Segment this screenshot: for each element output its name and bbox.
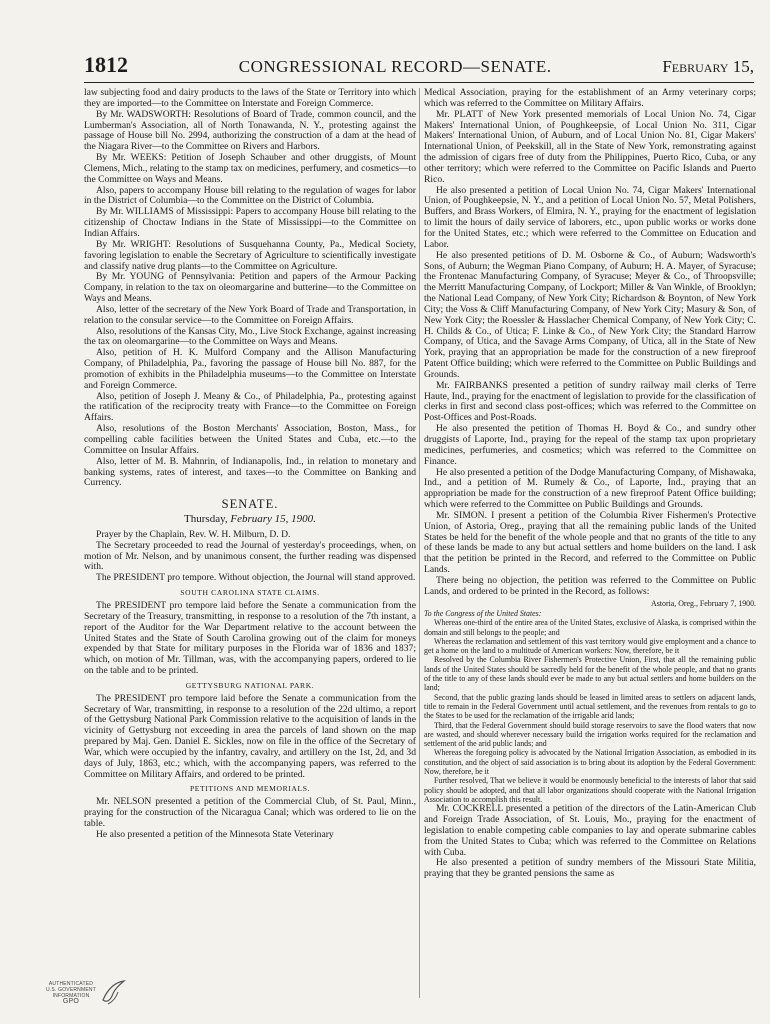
paragraph: By Mr. WADSWORTH: Resolutions of Board of Trade, common council, and the Lumberman's Association, all of North Tonawanda, N. Y., protesting against the passage of House bill No. 2994, authorizing the construction of a dam at the head of the Niagara River—to the Committee on Rivers and Harbors.: [84, 108, 416, 153]
paragraph: He also presented a petition of sundry members of the Missouri State Militia, praying that they be granted pensions the same as: [424, 857, 756, 880]
record-title: CONGRESSIONAL RECORD—SENATE.: [238, 57, 552, 76]
resolution-place-date: Astoria, Oreg., February 7, 1900.: [651, 598, 756, 608]
paragraph: Prayer by the Chaplain, Rev. W. H. Milburn, D. D.: [96, 528, 291, 540]
senate-heading: SENATE.: [221, 497, 279, 512]
paragraph: He also presented a petition of Local Union No. 74, Cigar Makers' International Union, of Poughkeepsie, N. Y., and a petition of Local Union No. 57, Metal Polishers, Buffers, and Brass Workers, of Elmira, N. Y., praying for the enactment of legislation to limit the hours of daily service of laborers, etc., upon public works or works done for the United States, etc.; which were referred to the Committee on Education and Labor.: [424, 184, 756, 250]
header-rule: [84, 82, 754, 83]
paragraph: law subjecting food and dairy products to the laws of the State or Territory into which they are imported—to the Committee on Interstate and Foreign Commerce.: [84, 88, 416, 109]
resolution-clause: Resolved by the Columbia River Fishermen's Protective Union, First, that all the remaining public lands of the United States should be sacredly held for the benefit of the whole people, and that no grants of the title to any of these lands should ever be made to any but actual settlers and home builders on the land;: [424, 655, 756, 693]
column-divider: [419, 88, 420, 998]
paragraph: The PRESIDENT pro tempore laid before the Senate a communication from the Secretary of War, transmitting, in response to a resolution of the 22d ultimo, a report of the Gettysburg National Park Commission relative to the acquisition of lands in the vicinity of Gettysburg not exceeding in area the parcels of land shown on the map prepared by Maj. Gen. Daniel E. Sickles, now on file in the office of the Secretary of War, which were occupied by the infantry, cavalry, and artillery on the 1st, 2d, and 3d days of July, 1863, etc.; which, with the accompanying papers, was referred to the Committee on Military Affairs, and ordered to be printed.: [84, 692, 416, 780]
resolution-block: [424, 599, 756, 805]
paragraph: He also presented a petition of the Dodge Manufacturing Company, of Mishawaka, Ind., and a petition of M. Rumely & Co., of Laporte, Ind., praying that an appropriation be made for the construction of a new fireproof Patent Office building; which were referred to the Committee on Public Buildings and Grounds.: [424, 466, 756, 511]
left-column: [84, 88, 416, 998]
paragraph: Medical Association, praying for the establishment of an Army veterinary corps; which was referred to the Committee on Military Affairs.: [424, 88, 756, 109]
paragraph: Also, resolutions of the Boston Merchants' Association, Boston, Mass., for compelling cable facilities between the United States and Cuba, etc.—to the Committee on Insular Affairs.: [84, 423, 416, 456]
paragraph: Also, letter of M. B. Mahnrin, of Indianapolis, Ind., in relation to monetary and banking systems, rates of interest, and taxes—to the Committee on Banking and Currency.: [84, 455, 416, 489]
page-number: 1812: [84, 52, 128, 77]
right-column: [424, 88, 756, 998]
resolution-clause: Whereas one-third of the entire area of the United States, exclusive of Alaska, is comprised within the domain and still belongs to the people; and: [424, 618, 756, 637]
resolution-addressee: To the Congress of the United States:: [424, 608, 542, 618]
paragraph: By Mr. YOUNG of Pennsylvania: Petition and papers of the Armour Packing Company, in relation to the tax on oleomargarine and butterine—to the Committee on Ways and Means.: [84, 271, 416, 305]
paragraph: He also presented petitions of D. M. Osborne & Co., of Auburn; Wadsworth's Sons, of Auburn; the Wegman Piano Company, of Auburn; H. A. Mayer, of Syracuse; the Frontenac Manufacturing Company, of Syracuse; Meyer & Co., of Throopsville; the Merritt Manufacturing Company, of Lockport; Miller & Van Winkle, of Brooklyn; the National Lead Company, of New York City; Richardson & Boynton, of New York City; the Voss & Cliff Manufacturing Company, of New York City; Masury & Son, of New York City; the Roessler & Hasslacher Chemical Company, of New York City; C. H. Childs & Co., of Utica; F. Linke & Co., of New York City; the Standard Harrow Company, of Utica, and the Savage Arms Company, of Utica, all in the State of New York, praying that an appropriation be made for the construction of a new fireproof Patent Office building; which were referred to the Committee on Public Buildings and Grounds.: [424, 249, 756, 380]
resolution-clause: Third, that the Federal Government should build storage reservoirs to save the flood waters that now are wasted, and should wherever necessary build the irrigation works required for the reclamation and settlement of the arid public lands; and: [424, 720, 756, 749]
gpo-authenticated-seal: [46, 972, 136, 1014]
header-date: February 15,: [662, 57, 754, 76]
resolution-clause: Second, that the public grazing lands should be leased in limited areas to settlers on adjacent lands, title to remain in the Federal Government until actual settlement, and the revenues from rentals to go to the States to be used for the reclamation of the irrigable arid lands;: [424, 692, 756, 721]
paragraph: Mr. SIMON. I present a petition of the Columbia River Fishermen's Protective Union, of Astoria, Oreg., praying that all the remaining public lands of the United States be held for the benefit of the whole people and that no grants of the title to any of these lands be made to any but actual settlers and home builders on the land. I ask that the petition be printed in the Record, and referred to the Committee on Public Lands.: [424, 509, 756, 576]
resolution-clause: Whereas the reclamation and settlement of this vast territory would give employment and a chance to get a home on the land to a multitude of American workers: Now, therefore, be it: [424, 636, 756, 656]
session-date-text: February 15, 1900.: [230, 513, 316, 526]
paragraph: He also presented the petition of Thomas H. Boyd & Co., and sundry other druggists of Laporte, Ind., praying for the repeal of the stamp tax upon proprietary medicines, perfumeries, and cosmetics; which was referred to the Committee on Finance.: [424, 423, 756, 467]
paragraph: By Mr. WILLIAMS of Mississippi: Papers to accompany House bill relating to the citizenship of Choctaw Indians in the State of Mississippi—to the Committee on Indian Affairs.: [84, 206, 416, 239]
paragraph: There being no objection, the petition was referred to the Committee on Public Lands, and ordered to be printed in the Record, as follows:: [424, 574, 756, 597]
paragraph: Also, letter of the secretary of the New York Board of Trade and Transportation, in relation to the consular service—to the Committee on Foreign Affairs.: [84, 303, 416, 326]
section-heading: PETITIONS AND MEMORIALS.: [189, 784, 311, 794]
paragraph: The PRESIDENT pro tempore laid before the Senate a communication from the Secretary of the Treasury, transmitting, in response to a resolution of the 7th instant, a report of the Auditor for the War Department relative to the account between the United States and the State of South Carolina growing out of the claim for moneys expended by that State for military purposes in the Florida war of 1836 and 1837; which, on motion of Mr. Tillman, was, with the accompanying papers, ordered to lie on the table and to be printed.: [84, 599, 416, 677]
paragraph: By Mr. WRIGHT: Resolutions of Susquehanna County, Pa., Medical Society, favoring legislation to enable the Secretary of Agriculture to scientifically investigate and classify native drug plants—to the Committee on Agriculture.: [84, 238, 416, 272]
paragraph: The PRESIDENT pro tempore. Without objection, the Journal will stand approved.: [96, 572, 416, 584]
resolution-clause: Whereas the foregoing policy is advocated by the National Irrigation Association, as embodied in its constitution, and the object of said association is to bring about its adoption by the Federal Government: Now, therefore, be it: [424, 748, 756, 776]
paragraph: Mr. COCKRELL presented a petition of the directors of the Latin-American Club and Foreign Trade Association, of St. Louis, Mo., praying for the enactment of legislation to enable competing cable companies to lay and operate submarine cables from the United States to Cuba; which was referred to the Committee on Relations with Cuba.: [424, 803, 756, 858]
paragraph: The Secretary proceeded to read the Journal of yesterday's proceedings, when, on motion of Mr. Nelson, and by unanimous consent, the further reading was dispensed with.: [84, 539, 416, 573]
section-heading: GETTYSBURG NATIONAL PARK.: [185, 680, 315, 690]
session-day: Thursday,: [184, 513, 228, 526]
paragraph: Also, resolutions of the Kansas City, Mo., Live Stock Exchange, against increasing the tax on oleomargarine—to the Committee on Ways and Means.: [84, 325, 416, 348]
eagle-icon: [100, 978, 126, 1008]
paragraph: By Mr. WEEKS: Petition of Joseph Schauber and other druggists, of Mount Clemens, Mich., relating to the stamp tax on medicines, perfumery, and cosmetics—to the Committee on Ways and Means.: [84, 152, 416, 185]
resolution-clause: Further resolved, That we believe it would be enormously beneficial to the interests of labor that said policy should be adopted, and that all labor organizations should cooperate with the National Irrigation Association to accomplish this result.: [424, 776, 756, 804]
page-header: [84, 52, 754, 80]
paragraph: Also, petition of Joseph J. Meany & Co., of Philadelphia, Pa., protesting against the ratification of the reciprocity treaty with France—to the Committee on Foreign Affairs.: [84, 390, 416, 424]
paragraph: Mr. NELSON presented a petition of the Commercial Club, of St. Paul, Minn., praying for the construction of the Nicaragua Canal; which was ordered to lie on the table.: [84, 796, 416, 829]
section-heading: SOUTH CAROLINA STATE CLAIMS.: [180, 588, 320, 598]
paragraph: Mr. PLATT of New York presented memorials of Local Union No. 74, Cigar Makers' International Union, of Poughkeepsie, of Local Union No. 311, Cigar Makers' International Union, of Auburn, and of Local Union No. 81, Cigar Makers' International Union, of Peekskill, all in the State of New York, remonstrating against the admission of cigars free of duty from the Philippines, Puerto Rico, Cuba, or any other territory; which were referred to the Committee on Pacific Islands and Puerto Rico.: [424, 108, 756, 185]
paragraph: Also, papers to accompany House bill relating to the regulation of wages for labor in the District of Columbia—to the Committee on the District of Columbia.: [84, 184, 416, 207]
paragraph: He also presented a petition of the Minnesota State Veterinary: [96, 828, 334, 840]
paragraph: Also, petition of H. K. Mulford Company and the Allison Manufacturing Company, of Philadelphia, Pa., favoring the passage of House bill No. 887, for the promotion of exhibits in the Philadelphia museums—to the Committee on Interstate and Foreign Commerce.: [84, 347, 416, 391]
paragraph: Mr. FAIRBANKS presented a petition of sundry railway mail clerks of Terre Haute, Ind., praying for the enactment of legislation to provide for the classification of clerks in first and second class post-offices; which was referred to the Committee on Post-Offices and Post-Roads.: [424, 379, 756, 424]
session-date: [84, 514, 416, 525]
seal-text: AUTHENTICATED U.S. GOVERNMENT INFORMATION GPO: [46, 981, 96, 1005]
